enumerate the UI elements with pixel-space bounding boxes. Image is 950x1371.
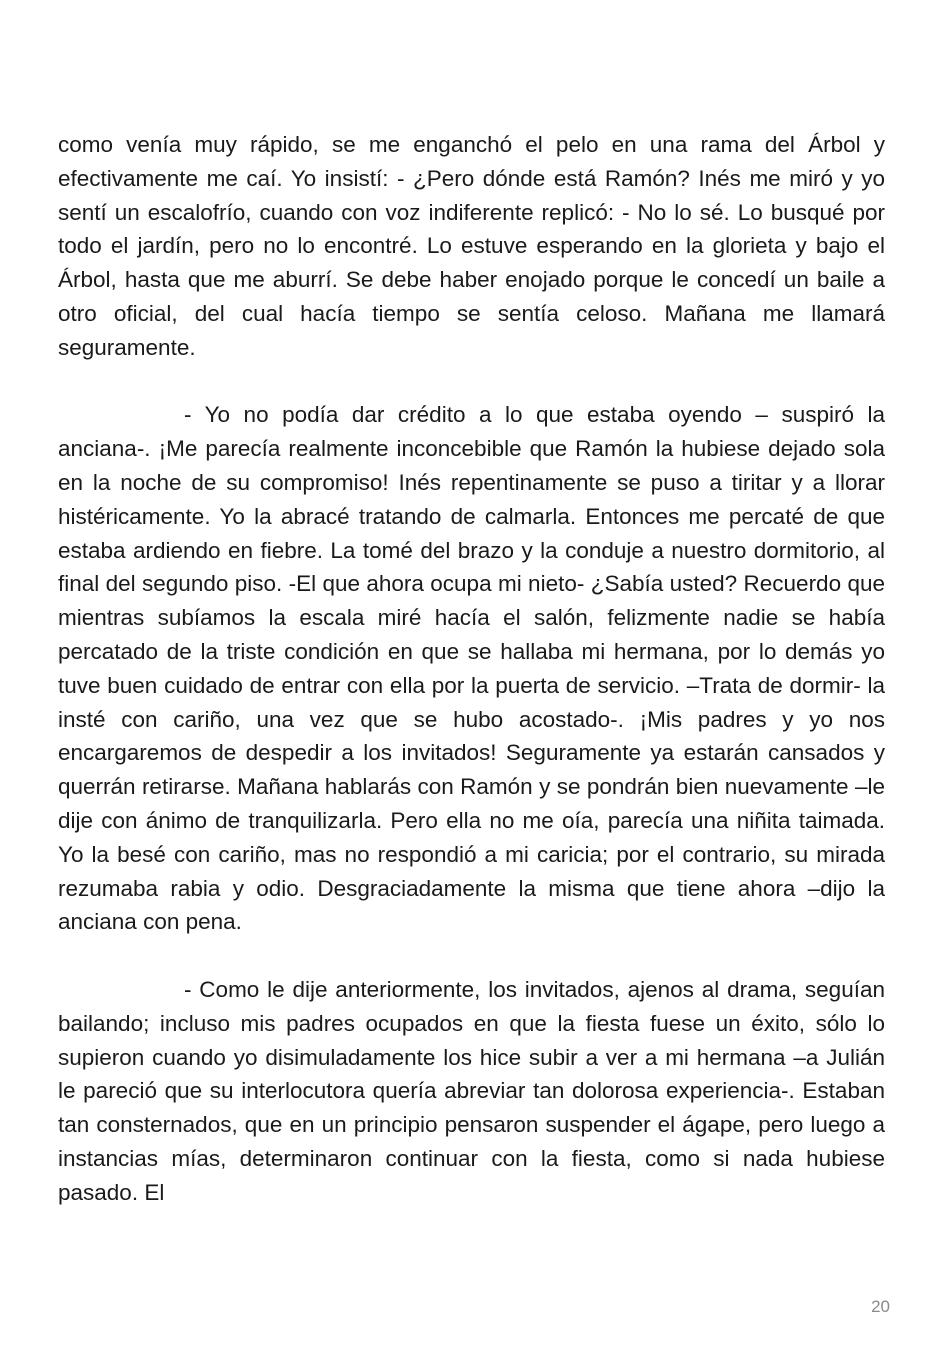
page-number: 20 bbox=[871, 1297, 890, 1316]
page-body bbox=[58, 128, 885, 1210]
paragraph-2: - Yo no podía dar crédito a lo que estaba oyendo – suspiró la anciana-. ¡Me parecía realmente inconcebible que Ramón la hubiese dejado sola en la noche de su compromiso! Inés repentinamente se puso a tiritar y a llorar histéricamente. Yo la abracé tratando de calmarla. Entonces me percaté de que estaba ardiendo en fiebre. La tomé del brazo y la conduje a nuestro dormitorio, al final del segundo piso. -El que ahora ocupa mi nieto- ¿Sabía usted? Recuerdo que mientras subíamos la escala miré hacía el salón, felizmente nadie se había percatado de la triste condición en que se hallaba mi hermana, por lo demás yo tuve buen cuidado de entrar con ella por la puerta de servicio. –Trata de dormir- la insté con cariño, una vez que se hubo acostado-. ¡Mis padres y yo nos encargaremos de despedir a los invitados! Seguramente ya estarán cansados y querrán retirarse. Mañana hablarás con Ramón y se pondrán bien nuevamente –le dije con ánimo de tranquilizarla. Pero ella no me oía, parecía una niñita taimada. Yo la besé con cariño, mas no respondió a mi caricia; por el contrario, su mirada rezumaba rabia y odio. Desgraciadamente la misma que tiene ahora –dijo la anciana con pena. bbox=[58, 402, 885, 935]
paragraph-3: - Como le dije anteriormente, los invitados, ajenos al drama, seguían bailando; incluso mis padres ocupados en que la fiesta fuese un éxito, sólo lo supieron cuando yo disimuladamente los hice subir a ver a mi hermana –a Julián le pareció que su interlocutora quería abreviar tan dolorosa experiencia-. Estaban tan consternados, que en un principio pensaron suspender el ágape, pero luego a instancias mías, determinaron continuar con la fiesta, como si nada hubiese pasado. El bbox=[58, 976, 885, 1205]
paragraph-1: como venía muy rápido, se me enganchó el pelo en una rama del Árbol y efectivamente me caí. Yo insistí: - ¿Pero dónde está Ramón? Inés me miró y yo sentí un escalofrío, cuando con voz indiferente replicó: - No lo sé. Lo busqué por todo el jardín, pero no lo encontré. Lo estuve esperando en la glorieta y bajo el Árbol, hasta que me aburrí. Se debe haber enojado porque le concedí un baile a otro oficial, del cual hacía tiempo se sentía celoso. Mañana me llamará seguramente. bbox=[58, 132, 885, 360]
